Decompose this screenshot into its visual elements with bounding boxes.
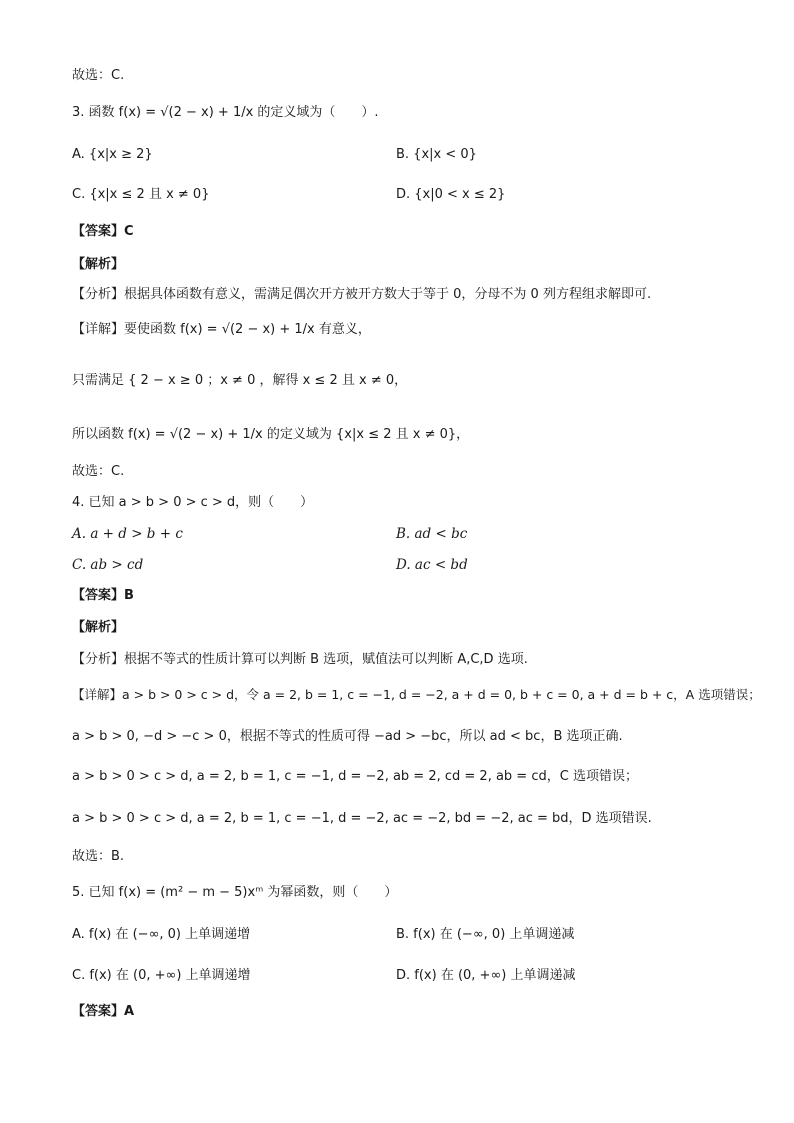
option-d: D. f(x) 在 (0, +∞) 上单调递减 xyxy=(396,968,576,983)
analysis-tag: 【解析】 xyxy=(72,257,125,272)
answer-tag: 【答案】B xyxy=(72,588,134,603)
answer-tag: 【答案】C xyxy=(72,224,134,239)
detail-text: 【详解】a > b > 0 > c > d，令 a = 2, b = 1, c = −1, d = −2, a + d = 0, b + c = 0, a + d = b + c，A 选项错误； xyxy=(72,687,761,702)
option-a: A. a + d > b + c xyxy=(72,526,183,542)
answer-line: 故选：C. xyxy=(72,464,125,479)
answer-tag: 【答案】A xyxy=(72,1004,135,1019)
option-d: D. ac < bd xyxy=(396,557,468,573)
proof-b: a > b > 0, −d > −c > 0，根据不等式的性质可得 −ad > −bc，所以 ad < bc，B 选项正确. xyxy=(72,729,623,744)
question-5: 5. 已知 f(x) = (m² − m − 5)xᵐ 为幂函数，则（ ） xyxy=(72,885,398,900)
proof-d: a > b > 0 > c > d, a = 2, b = 1, c = −1, d = −2, ac = −2, bd = −2, ac = bd，D 选项错误. xyxy=(72,811,652,826)
system-text: 只需满足 { 2 − x ≥ 0 ；x ≠ 0 ，解得 x ≤ 2 且 x ≠ 0， xyxy=(72,373,408,388)
option-c: C. f(x) 在 (0, +∞) 上单调递增 xyxy=(72,968,251,983)
option-a: A. {x|x ≥ 2} xyxy=(72,147,153,162)
result-text: 所以函数 f(x) = √(2 − x) + 1/x 的定义域为 {x|x ≤ 2 且 x ≠ 0}， xyxy=(72,427,470,442)
option-b: B. f(x) 在 (−∞, 0) 上单调递减 xyxy=(396,927,575,942)
analysis-tag: 【解析】 xyxy=(72,620,125,635)
option-c: C. ab > cd xyxy=(72,557,144,573)
option-c: C. {x|x ≤ 2 且 x ≠ 0} xyxy=(72,187,210,202)
answer-line: 故选：B. xyxy=(72,849,125,864)
detail-text: 【详解】要使函数 f(x) = √(2 − x) + 1/x 有意义， xyxy=(72,322,371,337)
proof-c: a > b > 0 > c > d, a = 2, b = 1, c = −1, d = −2, ab = 2, cd = 2, ab = cd，C 选项错误； xyxy=(72,769,638,784)
option-b: B. ad < bc xyxy=(396,526,468,542)
option-b: B. {x|x < 0} xyxy=(396,147,477,162)
option-d: D. {x|0 < x ≤ 2} xyxy=(396,187,506,202)
option-a: A. f(x) 在 (−∞, 0) 上单调递增 xyxy=(72,927,251,942)
question-4: 4. 已知 a > b > 0 > c > d，则（ ） xyxy=(72,495,314,510)
analysis-text: 【分析】根据不等式的性质计算可以判断 B 选项，赋值法可以判断 A,C,D 选项. xyxy=(72,652,528,667)
question-3: 3. 函数 f(x) = √(2 − x) + 1/x 的定义域为（ ）. xyxy=(72,105,379,120)
analysis-text: 【分析】根据具体函数有意义，需满足偶次开方被开方数大于等于 0，分母不为 0 列方程组求解即可. xyxy=(72,287,652,302)
answer-line: 故选：C. xyxy=(72,68,125,83)
